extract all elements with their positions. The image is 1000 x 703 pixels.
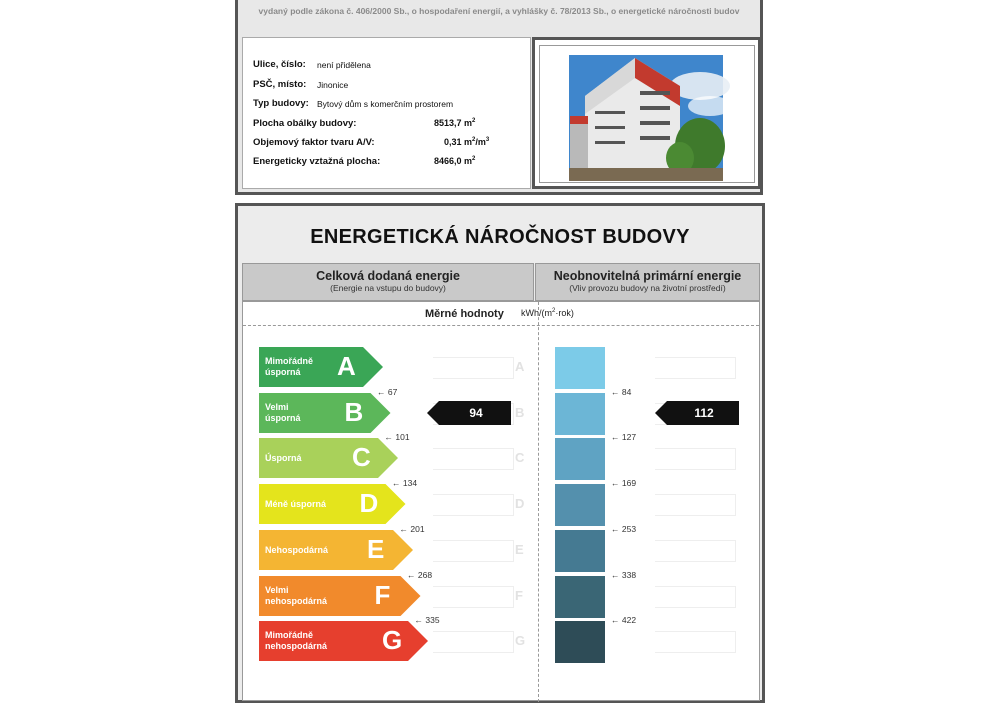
primary-bar-segment-e	[555, 530, 605, 572]
ghost-class-box	[433, 448, 514, 470]
delivered-energy-subtitle: (Energie na vstupu do budovy)	[330, 283, 446, 293]
primary-threshold: ← 84	[611, 386, 632, 397]
energy-scale-area	[242, 301, 760, 701]
type-row	[253, 98, 454, 109]
type-label: Typ budovy:	[253, 98, 309, 109]
class-letter: E	[367, 533, 385, 564]
ghost-class-box	[433, 631, 514, 653]
class-letter: G	[382, 625, 403, 656]
primary-energy-title: Neobnovitelná primární energie	[553, 269, 742, 283]
delivered-threshold: ← 101	[384, 432, 410, 443]
primary-bar-segment-g	[555, 621, 605, 663]
class-label: úsporná	[265, 412, 301, 423]
ghost-class-letter: D	[515, 496, 525, 512]
primary-threshold: ← 253	[611, 523, 637, 534]
class-label: nehospodárná	[265, 641, 328, 652]
delivered-energy-scale	[243, 302, 538, 702]
class-label: nehospodárná	[265, 595, 328, 606]
class-label: Mimořádně	[265, 356, 314, 366]
building-photo	[540, 46, 754, 182]
delivered-threshold: ← 67	[377, 386, 398, 397]
building-photo-border	[539, 45, 755, 183]
ghost-class-box	[433, 586, 514, 608]
class-arrow-g	[259, 621, 430, 661]
primary-threshold: ← 169	[611, 478, 637, 489]
delivered-threshold: ← 335	[414, 615, 440, 626]
class-letter: B	[344, 396, 364, 427]
class-arrow-c	[259, 438, 400, 478]
area-row	[253, 156, 476, 167]
class-label: Velmi	[265, 401, 289, 412]
street-label: Ulice, číslo:	[253, 59, 306, 70]
primary-bar-segment-d	[555, 484, 605, 526]
delivered-threshold: ← 201	[399, 523, 425, 534]
primary-bar-segment-f	[555, 576, 605, 618]
building-info-box	[242, 37, 531, 189]
shape-label: Objemový faktor tvaru A/V:	[253, 137, 375, 148]
ghost-class-letter: F	[515, 587, 523, 603]
delivered-energy-header	[242, 263, 534, 301]
delivered-energy-title: Celková dodaná energie	[316, 269, 460, 283]
ghost-class-letter: E	[515, 541, 524, 557]
primary-threshold: ← 338	[611, 569, 637, 580]
ghost-class-box	[433, 357, 514, 379]
ghost-class-letter: A	[515, 359, 525, 374]
class-label: Mimořádně	[265, 630, 314, 641]
ghost-class-box	[655, 448, 736, 470]
street-value: není přidělena	[317, 60, 371, 70]
class-letter: D	[359, 488, 379, 519]
ghost-class-letter: G	[515, 633, 526, 649]
delivered-threshold: ← 134	[392, 478, 418, 489]
class-arrow-d	[259, 484, 408, 524]
type-value: Bytový dům s komerčním prostorem	[317, 99, 454, 109]
primary-energy-header	[535, 263, 760, 301]
values-unit: kWh/$(m^2\cdot rok)$	[521, 308, 574, 318]
primary-threshold: ← 127	[611, 432, 637, 443]
ghost-class-box	[655, 494, 736, 516]
primary-energy-scale	[539, 302, 759, 702]
energy-performance-panel	[235, 203, 765, 703]
primary-bar-segment-c	[555, 438, 605, 480]
marker-value: 112	[694, 405, 714, 420]
primary-bar-segment-a	[555, 347, 605, 389]
law-reference-text: vydaný podle zákona č. 406/2000 Sb., o hospodaření energií, a vyhlášky č. 78/2013 Sb., o energetické náročnosti budov	[258, 6, 740, 16]
street-row	[253, 59, 371, 70]
ghost-class-box	[433, 494, 514, 516]
shape-value: 0,31 $m^2/m^3$	[444, 137, 490, 147]
shape-row	[253, 137, 490, 148]
ghost-class-box	[655, 357, 736, 379]
class-arrow-a	[259, 347, 385, 387]
class-letter: A	[337, 351, 356, 381]
class-letter: F	[374, 579, 391, 610]
ghost-class-box	[655, 631, 736, 653]
primary-energy-subtitle: (Vliv provozu budovy na životní prostředí)	[569, 283, 726, 293]
delivered-threshold: ← 268	[407, 569, 433, 580]
primary-bar-segment-b	[555, 393, 605, 435]
area-label: Energeticky vztažná plocha:	[253, 156, 381, 167]
class-arrow-f	[259, 576, 423, 616]
class-arrow-e	[259, 530, 415, 570]
ghost-class-box	[655, 540, 736, 562]
building-photo-frame	[532, 37, 761, 189]
class-arrow-b	[259, 393, 393, 433]
marker-value: 94	[469, 405, 483, 420]
zip-label: PSČ, místo:	[253, 79, 307, 90]
values-label: Měrné hodnoty	[425, 308, 504, 320]
zip-row	[253, 79, 349, 90]
envelope-label: Plocha obálky budovy:	[253, 118, 357, 129]
envelope-value: 8513,7 $m^2$	[434, 118, 476, 128]
class-label: úsporná	[265, 367, 301, 377]
building-info-panel	[235, 0, 763, 195]
primary-threshold: ← 422	[611, 615, 637, 626]
ghost-class-box	[433, 540, 514, 562]
area-value: 8466,0 $m^2$	[434, 156, 476, 166]
main-title: ENERGETICKÁ NÁROČNOST BUDOVY	[310, 226, 690, 248]
ghost-class-letter: C	[515, 450, 525, 466]
class-label: Méně úsporná	[265, 499, 327, 510]
ghost-class-letter: B	[515, 404, 525, 420]
class-label: Úsporná	[265, 453, 302, 464]
class-label: Velmi	[265, 584, 289, 595]
zip-value: Jinonice	[317, 80, 349, 90]
envelope-row	[253, 118, 476, 129]
class-letter: C	[352, 442, 371, 473]
class-label: Nehospodárná	[265, 544, 329, 555]
ghost-class-box	[655, 586, 736, 608]
